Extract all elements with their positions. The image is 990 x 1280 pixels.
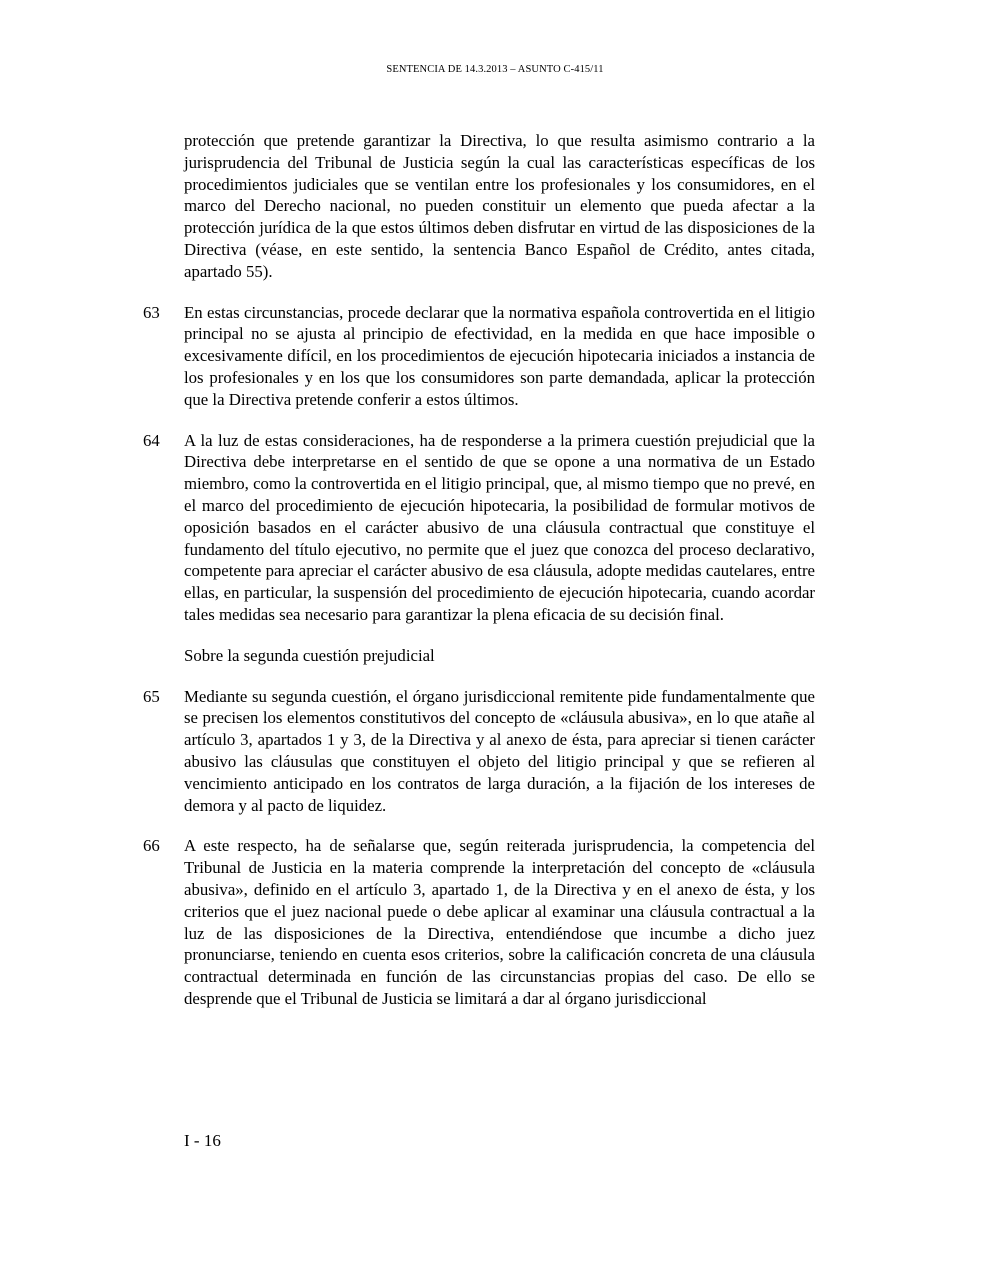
page-number: I - 16 <box>184 1131 221 1150</box>
paragraph-65 <box>143 686 815 817</box>
paragraph-66 <box>143 835 815 1009</box>
paragraph-text: En estas circunstancias, procede declarar que la normativa española controvertida en el litigio principal no se ajusta al principio de efectividad, en la medida en que hace imposible o excesivamente difícil, en los procedimientos de ejecución hipotecaria iniciados a instancia de los profesionales y en los que los consumidores son parte demandada, aplicar la protección que la Directiva pretende conferir a estos últimos. <box>184 302 815 409</box>
paragraph-number: 66 <box>143 836 160 856</box>
paragraph-number: 65 <box>143 686 160 706</box>
paragraph-63 <box>143 302 815 411</box>
paragraph-number: 63 <box>143 302 160 322</box>
paragraph-continued <box>143 130 815 283</box>
paragraph-text: protección que pretende garantizar la Directiva, lo que resulta asimismo contrario a la jurisprudencia del Tribunal de Justicia según la cual las características específicas de los procedimientos judiciales que se ventilan entre los profesionales y los consumidores, en el marco del Derecho nacional, no pueden constituir un elemento que pueda afectar a la protección jurídica de la que estos últimos deben disfrutar en virtud de las disposiciones de la Directiva (véase, en este sentido, la sentencia Banco Español de Crédito, antes citada, apartado 55). <box>184 131 815 281</box>
paragraph-text: Mediante su segunda cuestión, el órgano jurisdiccional remitente pide fundamentalmente que se precisen los elementos constitutivos del concepto de «cláusula abusiva», en lo que atañe al artículo 3, apartados 1 y 3, de la Directiva y al anexo de ésta, para apreciar si tienen carácter abusivo las cláusulas que constituyen el objeto del litigio principal y que se refieren al vencimiento anticipado en los contratos de larga duración, a la fijación de los intereses de demora y al pacto de liquidez. <box>184 686 815 815</box>
paragraph-number: 64 <box>143 430 160 450</box>
running-header: SENTENCIA DE 14.3.2013 – ASUNTO C-415/11 <box>386 64 604 75</box>
paragraph-text: A este respecto, ha de señalarse que, según reiterada jurisprudencia, la competencia del Tribunal de Justicia en la materia comprende la interpretación del concepto de «cláusula abusiva», definido en el artículo 3, apartado 1, de la Directiva y en el anexo de ésta, y los criterios que el juez nacional puede o debe aplicar al examinar una cláusula contractual a la luz de las disposiciones de la Directiva, entendiéndose que incumbe a dicho juez pronunciarse, teniendo en cuenta esos criterios, sobre la calificación concreta de una cláusula contractual determinada en función de las circunstancias propias del caso. De ello se desprende que el Tribunal de Justicia se limitará a dar al órgano jurisdiccional <box>184 836 815 1008</box>
judgment-body <box>143 130 815 1029</box>
paragraph-64 <box>143 430 815 626</box>
paragraph-text: A la luz de estas consideraciones, ha de responderse a la primera cuestión prejudicial que la Directiva debe interpretarse en el sentido de que se opone a una normativa de un Estado miembro, como la controvertida en el litigio principal, que, al mismo tiempo que no prevé, en el marco del procedimiento de ejecución hipotecaria, la posibilidad de formular motivos de oposición basados en el carácter abusivo de una cláusula contractual que constituye el fundamento del título ejecutivo, no permite que el juez que conozca del proceso declarativo, competente para apreciar el carácter abusivo de esa cláusula, adopte medidas cautelares, entre ellas, en particular, la suspensión del procedimiento de ejecución hipotecaria, cuando acordar tales medidas sea necesario para garantizar la plena eficacia de su decisión final. <box>184 430 815 624</box>
section-heading: Sobre la segunda cuestión prejudicial <box>184 645 435 665</box>
